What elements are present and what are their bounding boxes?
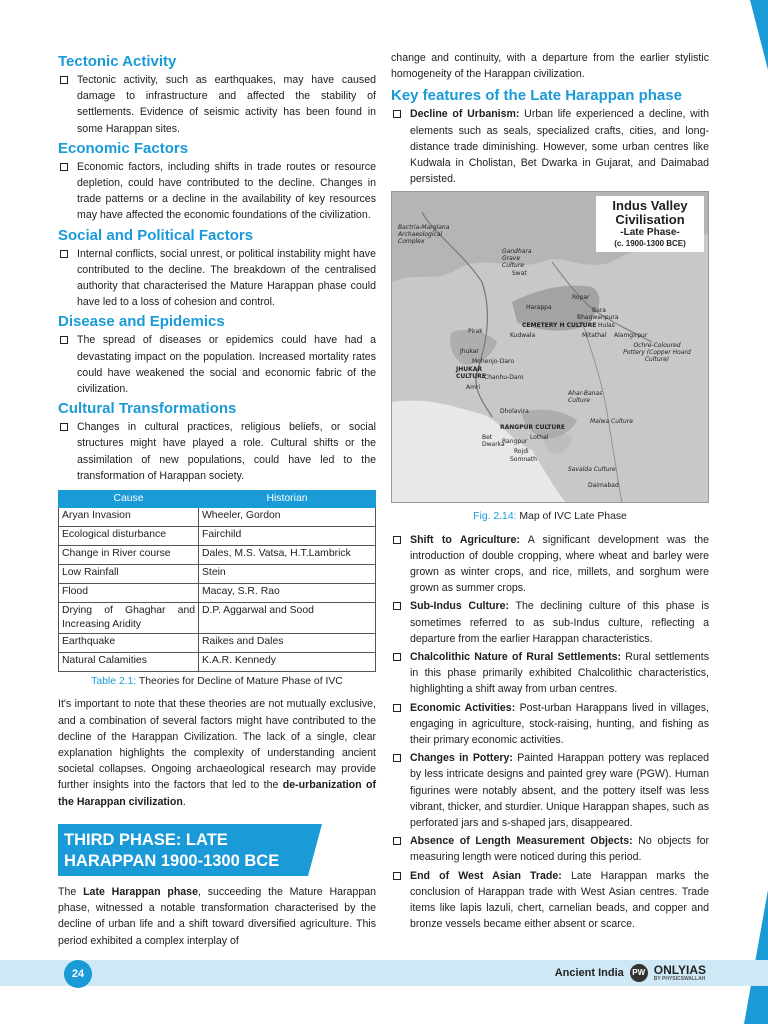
map-label: Harappa bbox=[526, 304, 552, 312]
table-cell: Dales, M.S. Vatsa, H.T.Lambrick bbox=[199, 546, 376, 565]
bullet-item: End of West Asian Trade: Late Harappan marks the conclusion of Harappan trade with West Asian centres. Trade items like lapis lazuli, chert, carnelian beads, and copper and bronze vessels became either absent or scarce. bbox=[391, 868, 709, 933]
table-cell: K.A.R. Kennedy bbox=[199, 653, 376, 672]
map-label: Bactria-Margiana Archaeological Complex bbox=[398, 224, 450, 246]
map-label: Alamgirpur bbox=[614, 332, 648, 340]
map-label: Pirak bbox=[468, 328, 483, 336]
table-row bbox=[59, 584, 376, 603]
decline-theories-table bbox=[58, 490, 376, 672]
paragraph-late-harappan-intro: The Late Harappan phase, succeeding the Mature Harappan phase, witnessed a notable transformation characterised by the decline of urban life and a shift toward diversified agriculture. This period exhibited a complex interplay of bbox=[58, 885, 376, 947]
checkbox-bullet-icon bbox=[393, 837, 401, 845]
checkbox-bullet-icon bbox=[393, 704, 401, 712]
checkbox-bullet-icon bbox=[60, 163, 68, 171]
map-label: Swat bbox=[512, 270, 527, 278]
checkbox-bullet-icon bbox=[393, 602, 401, 610]
checkbox-bullet-icon bbox=[60, 336, 68, 344]
corner-decoration-bottom bbox=[744, 890, 768, 1024]
map-label: Somnath bbox=[510, 456, 537, 464]
phase-heading-banner bbox=[58, 824, 308, 876]
bullet-item: Chalcolithic Nature of Rural Settlements: Rural settlements in this phase primarily exhibited Chalcolithic characteristics, highlighting a shift away from urban centres. bbox=[391, 649, 709, 698]
map-label: Kudwala bbox=[510, 332, 536, 340]
map-label: Bara bbox=[592, 307, 606, 315]
section-economic bbox=[58, 139, 376, 224]
map-label: Bet Dwarka bbox=[482, 434, 505, 449]
section-cultural bbox=[58, 399, 376, 484]
section-heading: Cultural Transformations bbox=[58, 400, 237, 418]
section-disease bbox=[58, 312, 376, 397]
table-cell: Wheeler, Gordon bbox=[199, 508, 376, 527]
table-caption: Table 2.1: Theories for Decline of Mature Phase of IVC bbox=[91, 676, 343, 688]
map-label: JHUKAR CULTURE bbox=[456, 366, 486, 381]
table-row bbox=[59, 565, 376, 584]
map-label: Bhagwanpura bbox=[577, 314, 619, 322]
map-label: Daimabad bbox=[588, 482, 619, 490]
table-row bbox=[59, 634, 376, 653]
checkbox-bullet-icon bbox=[393, 872, 401, 880]
checkbox-bullet-icon bbox=[393, 110, 401, 118]
phase-heading-line: HARAPPAN 1900-1300 BCE bbox=[64, 851, 280, 870]
figure-caption: Fig. 2.14: Map of IVC Late Phase bbox=[473, 511, 627, 523]
table-cell: Macay, S.R. Rao bbox=[199, 584, 376, 603]
corner-decoration-top bbox=[750, 0, 768, 70]
section-social-political bbox=[58, 226, 376, 311]
table-cell: Fairchild bbox=[199, 527, 376, 546]
table-cell: Drying of Ghaghar and Increasing Aridity bbox=[59, 603, 199, 634]
bullet-item: Absence of Length Measurement Objects: No objects for measuring length were noticed during this period. bbox=[391, 833, 709, 865]
checkbox-bullet-icon bbox=[393, 536, 401, 544]
map-label: Ahar-Banas Culture bbox=[568, 390, 603, 405]
map-label: Savalda Culture bbox=[568, 466, 616, 474]
page-number: 24 bbox=[64, 960, 92, 988]
map-label: Ropar bbox=[572, 294, 590, 302]
map-label: Dholavira bbox=[500, 408, 529, 416]
bullet-item: Decline of Urbanism: Urban life experienced a decline, with elements such as seals, specialized crafts, cities, and long-distance trade diminishing. However, some urban centres like Kudwala in Cholistan, Bet Dwarka in Gujarat, and Daimabad persisted. bbox=[391, 106, 709, 187]
ivc-late-phase-map bbox=[391, 191, 709, 503]
table-cell: Earthquake bbox=[59, 634, 199, 653]
section-heading: Disease and Epidemics bbox=[58, 313, 225, 331]
table-header-cell: Cause bbox=[59, 491, 199, 508]
book-title: Ancient India bbox=[554, 967, 624, 979]
map-label: Malwa Culture bbox=[590, 418, 633, 426]
checkbox-bullet-icon bbox=[60, 250, 68, 258]
right-column bbox=[391, 50, 709, 935]
bullet-item: Shift to Agriculture: A significant development was the introduction of double cropping, where wheat and barley were grown as winter crops, and rice, millets, and sorghum were grown as summer crops. bbox=[391, 532, 709, 597]
checkbox-bullet-icon bbox=[393, 754, 401, 762]
table-cell: Aryan Invasion bbox=[59, 508, 199, 527]
table-row bbox=[59, 603, 376, 634]
map-label: Chanhu-Daro bbox=[484, 374, 524, 382]
publisher-logo-text: ONLYIAS BY PHYSICSWALLAH bbox=[653, 962, 706, 982]
map-label: Mohenjo-Daro bbox=[472, 358, 515, 366]
bullet-item: The spread of diseases or epidemics could have had a devastating impact on the population. Increased mortality rates could have weakened the social and economic fabric of the civilization. bbox=[58, 332, 376, 397]
bullet-item: Sub-Indus Culture: The declining culture of this phase is sometimes referred to as sub-Indus culture, reflecting a departure from the earlier Harappan characteristics. bbox=[391, 598, 709, 647]
map-label: Amri bbox=[466, 384, 481, 392]
bullet-item: Changes in cultural practices, religious beliefs, or social structures might have played a role. Cultural shifts or the assimilation of new populations, could have led to the transformation of Harappan society. bbox=[58, 419, 376, 484]
table-cell: Raikes and Dales bbox=[199, 634, 376, 653]
publisher-logo-icon: PW bbox=[630, 964, 648, 982]
bullet-item: Economic factors, including shifts in trade routes or resource depletion, could have contributed to the decline. Changes in trade patterns or a decline in the availability of key resources may have affected the economic foundations of the civilization. bbox=[58, 159, 376, 224]
checkbox-bullet-icon bbox=[60, 423, 68, 431]
left-column bbox=[58, 50, 376, 949]
bullet-item: Economic Activities: Post-urban Harappans lived in villages, engaging in agriculture, stock-raising, hunting, and fishing as their primary economic activities. bbox=[391, 700, 709, 749]
checkbox-bullet-icon bbox=[60, 76, 68, 84]
paragraph-continuation: change and continuity, with a departure from the earlier stylistic homogeneity of the Harappan civilization. bbox=[391, 52, 709, 81]
map-label: Rangpur bbox=[502, 438, 528, 446]
bullet-item: Changes in Pottery: Painted Harappan pottery was replaced by less intricate designs and painted grey ware (PGW). Human figurines were notably absent, and the pottery itself was less vibrant, thicker, and sturdier. Unique Harappan shapes, such as perforated jars and s-shaped jars, disappeared. bbox=[391, 750, 709, 831]
table-cell: Change in River course bbox=[59, 546, 199, 565]
section-heading-key-features: Key features of the Late Harappan phase bbox=[391, 87, 682, 105]
map-label: Lothal bbox=[530, 434, 549, 442]
bullet-item: Internal conflicts, social unrest, or political instability might have contributed to the decline. The breakdown of the centralised authority that characterised the Mature Harappan phase could have led to a loss of cohesion and control. bbox=[58, 246, 376, 311]
table-cell: Natural Calamities bbox=[59, 653, 199, 672]
footer-branding bbox=[555, 963, 706, 983]
section-tectonic bbox=[58, 52, 376, 137]
map-label: Jhukar bbox=[460, 348, 479, 356]
map-label: Hulas bbox=[598, 322, 615, 330]
table-cell: Stein bbox=[199, 565, 376, 584]
map-label: Ochre-Coloured Pottery (Copper Hoard Culture) bbox=[623, 342, 691, 364]
map-label: Rojdi bbox=[514, 448, 529, 456]
checkbox-bullet-icon bbox=[393, 653, 401, 661]
map-title-box: Indus Valley Civilisation -Late Phase- (c. 1900-1300 BCE) bbox=[596, 196, 704, 252]
section-heading: Economic Factors bbox=[58, 139, 189, 157]
bullet-item: Tectonic activity, such as earthquakes, may have caused damage to infrastructure and affected the stability of settlements. Evidence of seismic activity has been found in some Harappan sites. bbox=[58, 72, 376, 137]
map-label: Mitathal bbox=[582, 332, 607, 340]
table-row bbox=[59, 653, 376, 672]
phase-heading-line: THIRD PHASE: LATE bbox=[64, 830, 228, 849]
table-cell: Ecological disturbance bbox=[59, 527, 199, 546]
section-heading: Social and Political Factors bbox=[58, 226, 254, 244]
table-cell: D.P. Aggarwal and Sood bbox=[199, 603, 376, 634]
paragraph-theories-note: It's important to note that these theories are not mutually exclusive, and a combination of several factors might have contributed to the decline of the Harappan Civilization. The lack of a single, clear explanation highlights the complexity of understanding ancient societal collapses. Ongoing archaeological research may provide further insights into the factors that led to the de-urbanization of the Harappan civilization. bbox=[58, 698, 376, 808]
map-label: RANGPUR CULTURE bbox=[500, 424, 565, 432]
table-cell: Low Rainfall bbox=[59, 565, 199, 584]
section-heading: Tectonic Activity bbox=[58, 53, 177, 70]
table-row bbox=[59, 508, 376, 527]
table-row bbox=[59, 546, 376, 565]
table-header-row bbox=[59, 491, 376, 508]
table-header-cell: Historian bbox=[199, 491, 376, 508]
map-label: Gandhara Grave Culture bbox=[502, 248, 532, 270]
map-label: CEMETERY H CULTURE bbox=[522, 322, 597, 330]
table-cell: Flood bbox=[59, 584, 199, 603]
table-row bbox=[59, 527, 376, 546]
